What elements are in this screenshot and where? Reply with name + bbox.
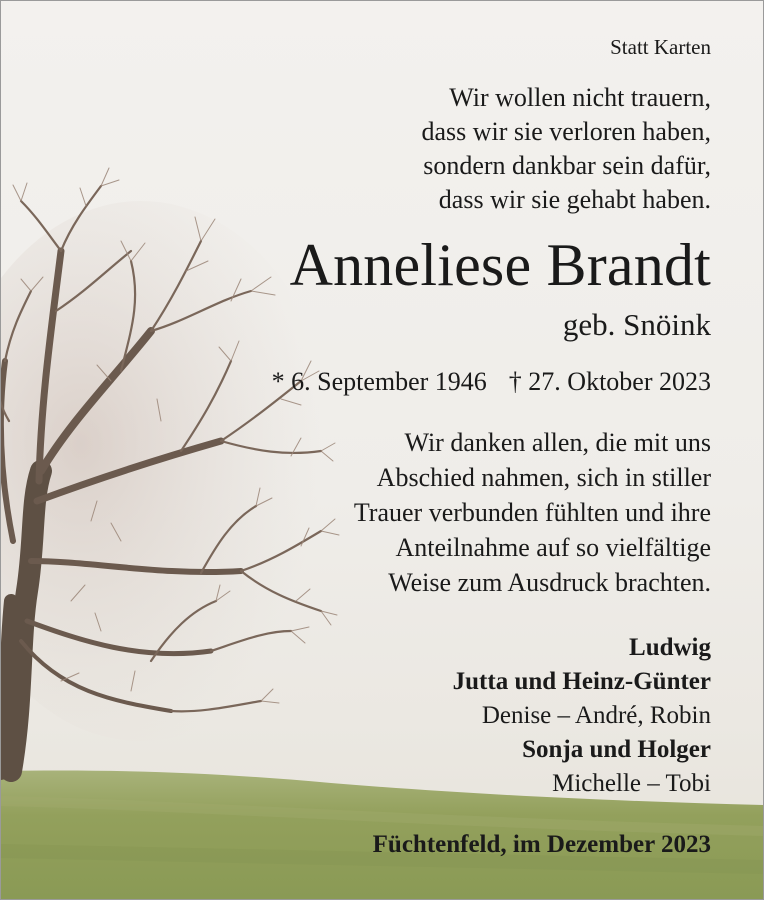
family-member: Jutta und Heinz-Günter bbox=[452, 668, 711, 695]
thanks-line: Weise zum Ausdruck brachten. bbox=[388, 568, 711, 597]
life-dates bbox=[272, 367, 711, 397]
poem-line: sondern dankbar sein dafür, bbox=[423, 151, 711, 180]
poem-block bbox=[421, 81, 711, 217]
header-label: Statt Karten bbox=[610, 35, 711, 59]
poem-line: Wir wollen nicht trauern, bbox=[449, 83, 711, 112]
place-date: Füchtenfeld, im Dezember 2023 bbox=[372, 831, 711, 858]
thanks-line: Trauer verbunden fühlten und ihre bbox=[353, 498, 711, 527]
thanks-line: Wir danken allen, die mit uns bbox=[404, 428, 711, 457]
poem-line: dass wir sie verloren haben, bbox=[421, 117, 711, 146]
thanks-line: Abschied nahmen, sich in stiller bbox=[376, 463, 711, 492]
deceased-name: Anneliese Brandt bbox=[289, 232, 711, 298]
thanks-line: Anteilnahme auf so vielfältige bbox=[395, 533, 711, 562]
family-member: Ludwig bbox=[629, 634, 711, 661]
death-date: † 27. Oktober 2023 bbox=[508, 367, 711, 396]
family-member: Michelle – Tobi bbox=[552, 770, 711, 797]
thanks-block bbox=[354, 425, 711, 600]
family-member: Denise – André, Robin bbox=[481, 702, 711, 729]
birth-date: * 6. September 1946 bbox=[271, 367, 487, 396]
poem-line: dass wir sie gehabt haben. bbox=[438, 185, 711, 214]
family-list bbox=[453, 631, 711, 801]
birth-name: geb. Snöink bbox=[562, 307, 711, 342]
family-member: Sonja und Holger bbox=[522, 736, 711, 763]
